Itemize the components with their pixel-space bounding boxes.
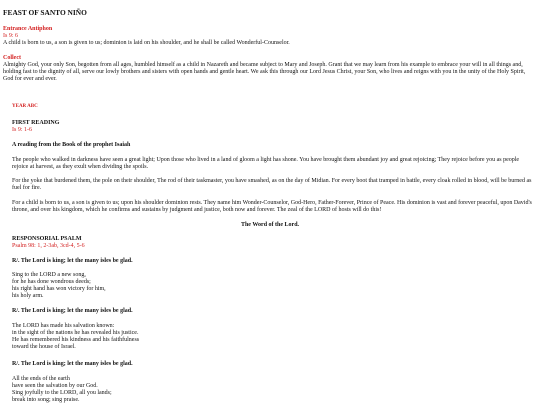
first-reading-ref: Is 9: 1-6 <box>12 127 32 133</box>
entrance-antiphon-section <box>3 26 533 47</box>
first-reading-section <box>12 120 532 134</box>
stanza-line: toward the house of Israel. <box>12 344 76 350</box>
first-reading-paragraph: For a child is born to us, a son is given to us; upon his shoulder dominion rests. They name him Wonder-Counselor, God-Hero, Father-Forever, Prince of Peace. His dominion is vast and forever peaceful, upon David's throne, and over his kingdom, which he confirms and sustains by judgment and justice, both now and forever. The zeal of the LORD of hosts will do this! <box>12 200 532 213</box>
page-title: FEAST OF SANTO NIÑO <box>3 8 87 17</box>
entrance-ref: Is 9: 6 <box>3 33 18 39</box>
entrance-heading: Entrance Antiphon <box>3 26 53 32</box>
collect-heading: Collect <box>3 55 21 61</box>
stanza-line: break into song; sing praise. <box>12 397 80 403</box>
stanza-line: have seen the salvation by our God. <box>12 383 98 389</box>
psalm-section <box>12 236 532 250</box>
first-reading-closing: The Word of the Lord. <box>240 222 300 228</box>
psalm-response: R/. The Lord is king; let the many isles be glad. <box>12 361 133 367</box>
psalm-stanza <box>12 376 532 404</box>
collect-section <box>3 55 533 83</box>
psalm-response: R/. The Lord is king; let the many isles be glad. <box>12 308 133 314</box>
psalm-stanza <box>12 272 532 300</box>
stanza-line: in the sight of the nations he has revealed his justice. <box>12 330 139 336</box>
psalm-stanza <box>12 323 532 351</box>
first-reading-paragraph: The people who walked in darkness have seen a great light; Upon those who lived in a land of gloom a light has shone. You have brought them abundant joy and great rejoicing; They rejoice before you as people rejoice at harvest, as they exult when dividing the spoils. <box>12 157 520 170</box>
first-reading-paragraph: For the yoke that burdened them, the pole on their shoulder, The rod of their taskmaster, you have smashed, as on the day of Midian. For every boot that tramped in battle, every cloak rolled in blood, will be burned as fuel for fire. <box>12 178 532 191</box>
psalm-heading: RESPONSORIAL PSALM <box>12 236 82 242</box>
year-label: YEAR ABC <box>12 104 38 109</box>
psalm-response: R/. The Lord is king; let the many isles be glad. <box>12 258 133 264</box>
stanza-line: for he has done wondrous deeds; <box>12 279 91 285</box>
entrance-text: A child is born to us, a son is given to us; dominion is laid on his shoulder, and he shall be called Wonderful-Counselor. <box>3 40 290 46</box>
collect-text: Almighty God, your only Son, begotten from all ages, humbled himself as a child in Nazareth and became subject to Mary and Joseph. Grant that we may learn from his example to embrace your will in all things and, holding fast to the dignity of all, serve our lowly brothers and sisters with open hands and gentle heart. We ask this through our Lord Jesus Christ, your Son, who lives and reigns with you in the unity of the Holy Spirit, God for ever and ever. <box>3 62 526 82</box>
psalm-ref: Psalm 98: 1, 2-3ab, 3cd-4, 5-6 <box>12 243 85 249</box>
stanza-line: Sing to the LORD a new song, <box>12 272 86 278</box>
stanza-line: his holy arm. <box>12 293 44 299</box>
stanza-line: The LORD has made his salvation known: <box>12 323 115 329</box>
stanza-line: his right hand has won victory for him, <box>12 286 106 292</box>
stanza-line: Sing joyfully to the LORD, all you lands; <box>12 390 112 396</box>
first-reading-heading: FIRST READING <box>12 120 60 126</box>
stanza-line: All the ends of the earth <box>12 376 70 382</box>
first-reading-source: A reading from the Book of the prophet Isaiah <box>12 142 131 148</box>
stanza-line: He has remembered his kindness and his faithfulness <box>12 337 140 343</box>
